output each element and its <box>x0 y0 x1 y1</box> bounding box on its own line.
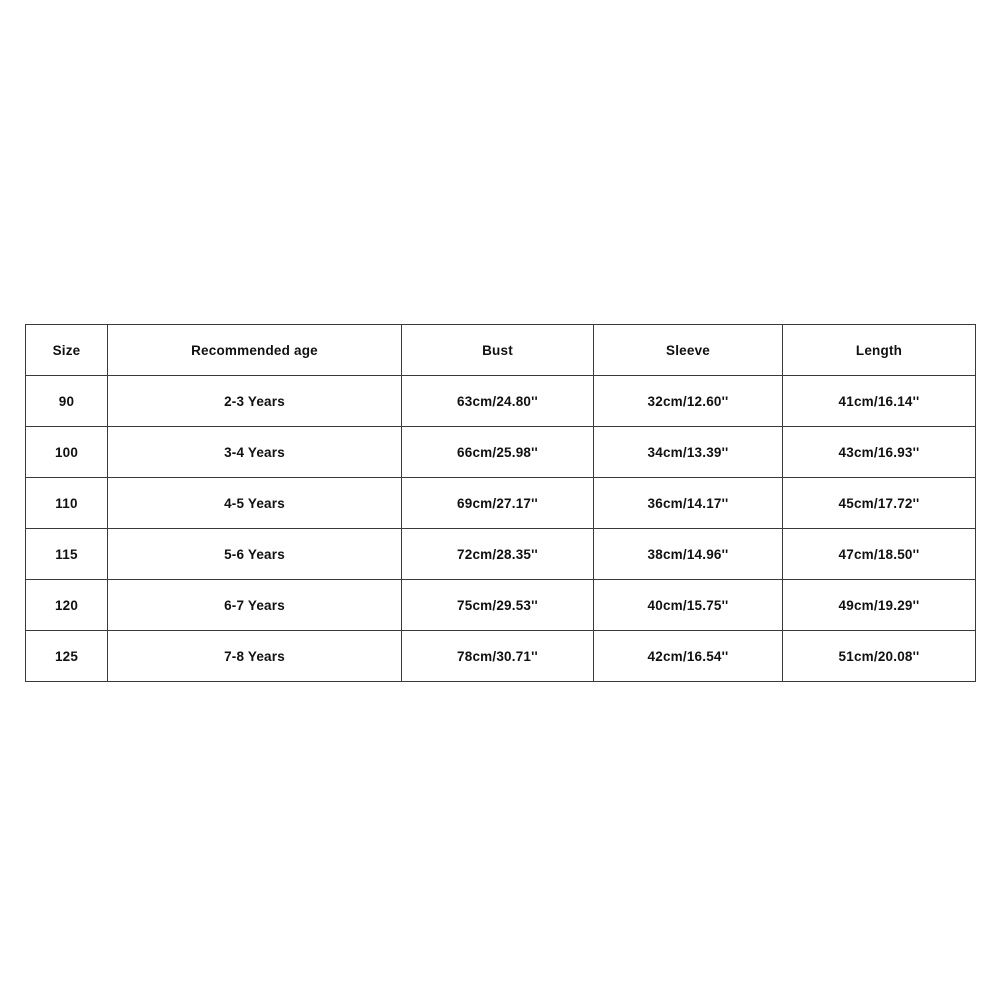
cell-sleeve: 38cm/14.96'' <box>594 529 783 580</box>
cell-length: 41cm/16.14'' <box>783 376 976 427</box>
cell-length: 51cm/20.08'' <box>783 631 976 682</box>
cell-size: 120 <box>26 580 108 631</box>
cell-bust: 69cm/27.17'' <box>402 478 594 529</box>
column-header-length: Length <box>783 325 976 376</box>
cell-size: 110 <box>26 478 108 529</box>
cell-bust: 66cm/25.98'' <box>402 427 594 478</box>
table-row <box>26 529 976 580</box>
size-chart-container <box>25 324 975 682</box>
cell-bust: 75cm/29.53'' <box>402 580 594 631</box>
cell-sleeve: 36cm/14.17'' <box>594 478 783 529</box>
cell-sleeve: 40cm/15.75'' <box>594 580 783 631</box>
cell-sleeve: 34cm/13.39'' <box>594 427 783 478</box>
cell-length: 47cm/18.50'' <box>783 529 976 580</box>
cell-bust: 63cm/24.80'' <box>402 376 594 427</box>
table-row <box>26 478 976 529</box>
cell-length: 49cm/19.29'' <box>783 580 976 631</box>
cell-bust: 78cm/30.71'' <box>402 631 594 682</box>
cell-size: 100 <box>26 427 108 478</box>
cell-age: 3-4 Years <box>108 427 402 478</box>
cell-age: 2-3 Years <box>108 376 402 427</box>
column-header-size: Size <box>26 325 108 376</box>
cell-age: 5-6 Years <box>108 529 402 580</box>
table-row <box>26 376 976 427</box>
column-header-sleeve: Sleeve <box>594 325 783 376</box>
cell-length: 45cm/17.72'' <box>783 478 976 529</box>
table-row <box>26 631 976 682</box>
cell-age: 7-8 Years <box>108 631 402 682</box>
table-row <box>26 427 976 478</box>
cell-size: 115 <box>26 529 108 580</box>
cell-sleeve: 42cm/16.54'' <box>594 631 783 682</box>
cell-age: 4-5 Years <box>108 478 402 529</box>
cell-size: 90 <box>26 376 108 427</box>
column-header-bust: Bust <box>402 325 594 376</box>
table-header-row <box>26 325 976 376</box>
cell-size: 125 <box>26 631 108 682</box>
cell-sleeve: 32cm/12.60'' <box>594 376 783 427</box>
cell-bust: 72cm/28.35'' <box>402 529 594 580</box>
cell-length: 43cm/16.93'' <box>783 427 976 478</box>
cell-age: 6-7 Years <box>108 580 402 631</box>
table-row <box>26 580 976 631</box>
column-header-recommended-age: Recommended age <box>108 325 402 376</box>
size-chart-table <box>25 324 976 682</box>
